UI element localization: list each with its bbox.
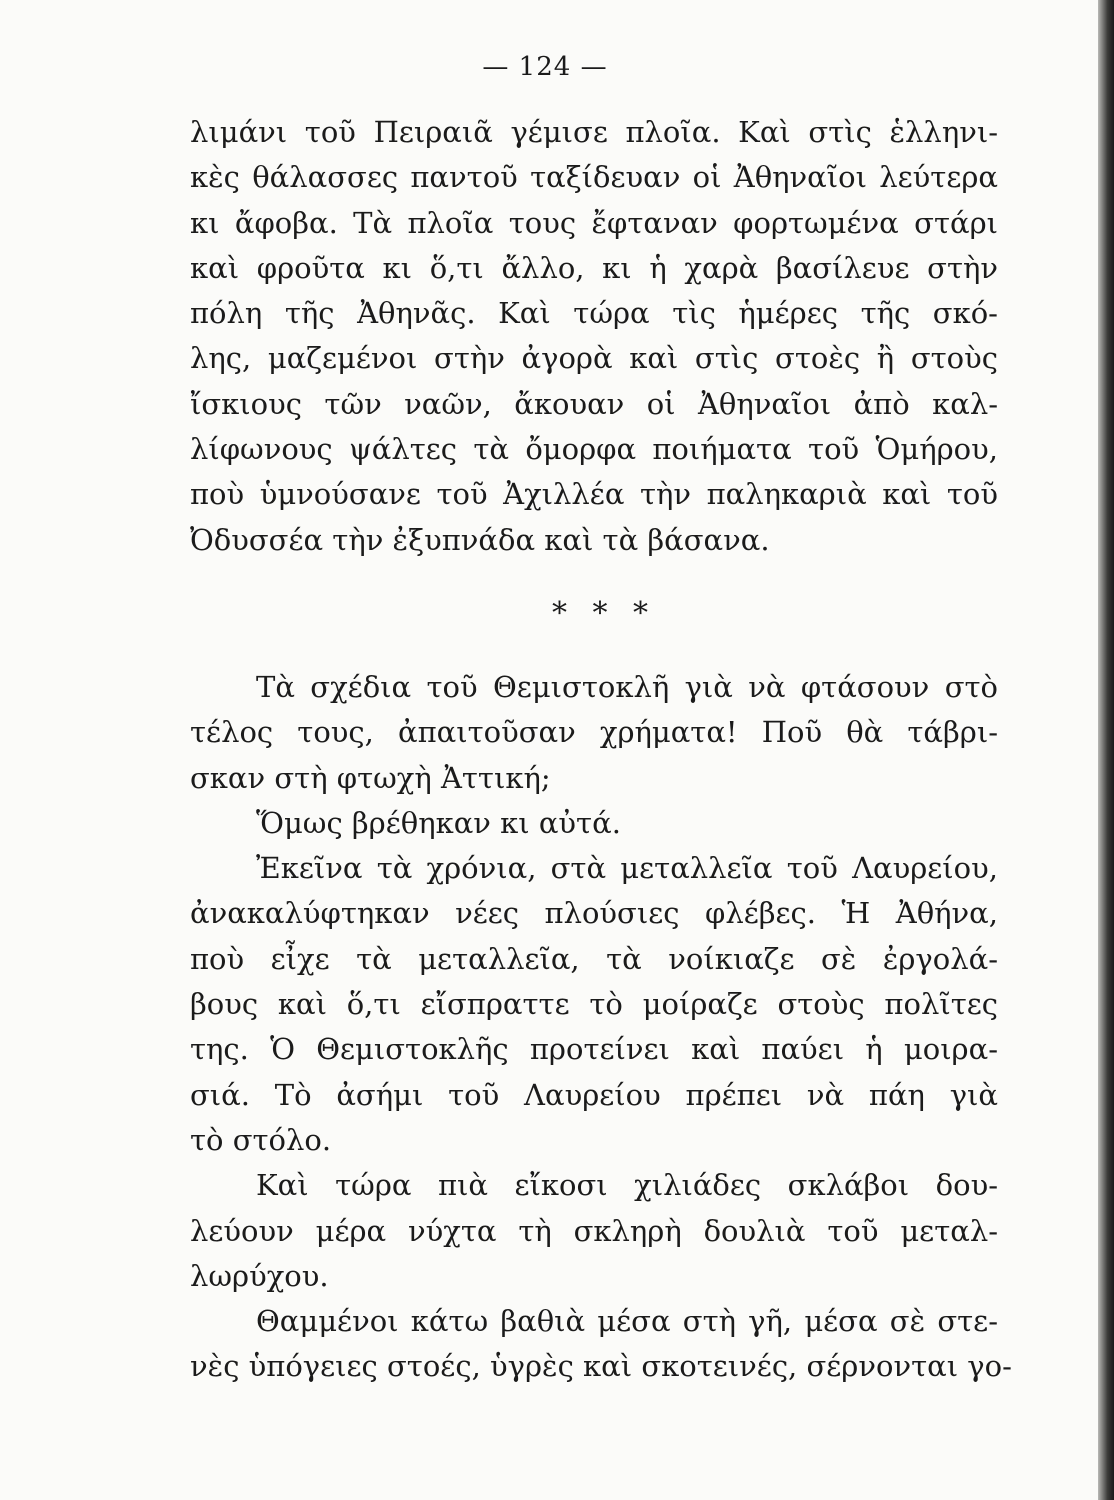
text-line: νὲς ὑπόγειες στοές, ὑγρὲς καὶ σκοτεινές, σέρνονται γο-: [190, 1349, 1012, 1384]
text-line: κι ἄφοβα. Τὰ πλοῖα τους ἔφταναν φορτωμένα στάρι: [190, 205, 998, 240]
paragraph-found: [190, 801, 998, 846]
page-number: — 124 —: [482, 52, 608, 82]
text-line: Τὰ σχέδια τοῦ Θεμιστοκλῆ γιὰ νὰ φτάσουν στὸ: [256, 669, 998, 704]
text-line: Ἐκεῖνα τὰ χρόνια, στὰ μεταλλεῖα τοῦ Λαυρείου,: [256, 851, 998, 886]
text-line: Ὀδυσσέα τὴν ἐξυπνάδα καὶ τὰ βάσανα.: [190, 522, 770, 557]
spacer: [190, 563, 998, 581]
text-line: λεύουν μέρα νύχτα τὴ σκληρὴ δουλιὰ τοῦ μεταλ-: [190, 1213, 998, 1248]
text-line: ἀνακαλύφτηκαν νέες πλούσιες φλέβες. Ἡ Ἀθήνα,: [190, 896, 998, 931]
text-line: καὶ φροῦτα κι ὅ,τι ἄλλο, κι ἡ χαρὰ βασίλευε στὴν: [190, 250, 998, 285]
text-line: πόλη τῆς Ἀθηνᾶς. Καὶ τώρα τὶς ἡμέρες τῆς σκό-: [190, 296, 998, 331]
paragraph-athens-harbor: [190, 110, 998, 563]
text-line: τὸ στόλο.: [190, 1122, 332, 1157]
text-line: λης, μαζεμένοι στὴν ἀγορὰ καὶ στὶς στοὲς ἢ στοὺς: [190, 341, 998, 376]
text-line: λίφωνους ψάλτες τὰ ὄμορφα ποιήματα τοῦ Ὁμήρου,: [190, 432, 998, 467]
text-line: ποὺ εἶχε τὰ μεταλλεῖα, τὰ νοίκιαζε σὲ ἐργολά-: [190, 941, 998, 976]
text-line: σιά. Τὸ ἀσήμι τοῦ Λαυρείου πρέπει νὰ πάη γιὰ: [190, 1077, 998, 1112]
text-line: λιμάνι τοῦ Πειραιᾶ γέμισε πλοῖα. Καὶ στὶς ἑλληνι-: [190, 115, 998, 149]
text-line: Θαμμένοι κάτω βαθιὰ μέσα στὴ γῆ, μέσα σὲ στε-: [256, 1304, 998, 1339]
text-line: λωρύχου.: [190, 1258, 329, 1293]
text-line: Καὶ τώρα πιὰ εἴκοσι χιλιάδες σκλάβοι δου-: [256, 1168, 998, 1203]
section-separator: * * *: [551, 595, 657, 631]
paragraph-slaves: [190, 1163, 998, 1299]
text-line: της. Ὁ Θεμιστοκλῆς προτείνει καὶ παύει ἡ μοιρα-: [190, 1032, 998, 1067]
text-line: σκαν στὴ φτωχὴ Ἀττική;: [190, 760, 551, 795]
paragraph-plans-money: [190, 665, 998, 801]
text-line: ἴσκιους τῶν ναῶν, ἄκουαν οἱ Ἀθηναῖοι ἀπὸ καλ-: [190, 386, 998, 421]
page-body: [190, 110, 1012, 1390]
text-line: βους καὶ ὅ,τι εἴσπραττε τὸ μοίραζε στοὺς πολῖτες: [190, 987, 998, 1022]
text-line: κὲς θάλασσες παντοῦ ταξίδευαν οἱ Ἀθηναῖοι λεύτερα: [190, 160, 998, 195]
spacer: [190, 647, 998, 665]
paragraph-buried: [190, 1299, 1012, 1390]
paragraph-lavrion-mines: [190, 846, 998, 1163]
text-line: ποὺ ὑμνούσανε τοῦ Ἀχιλλέα τὴν παληκαριὰ καὶ τοῦ: [190, 477, 998, 512]
text-line: Ὅμως βρέθηκαν κι αὐτά.: [256, 805, 621, 840]
page-binding-edge: [1098, 0, 1114, 1500]
text-line: τέλος τους, ἀπαιτοῦσαν χρήματα! Ποῦ θὰ τάβρι-: [190, 715, 998, 750]
